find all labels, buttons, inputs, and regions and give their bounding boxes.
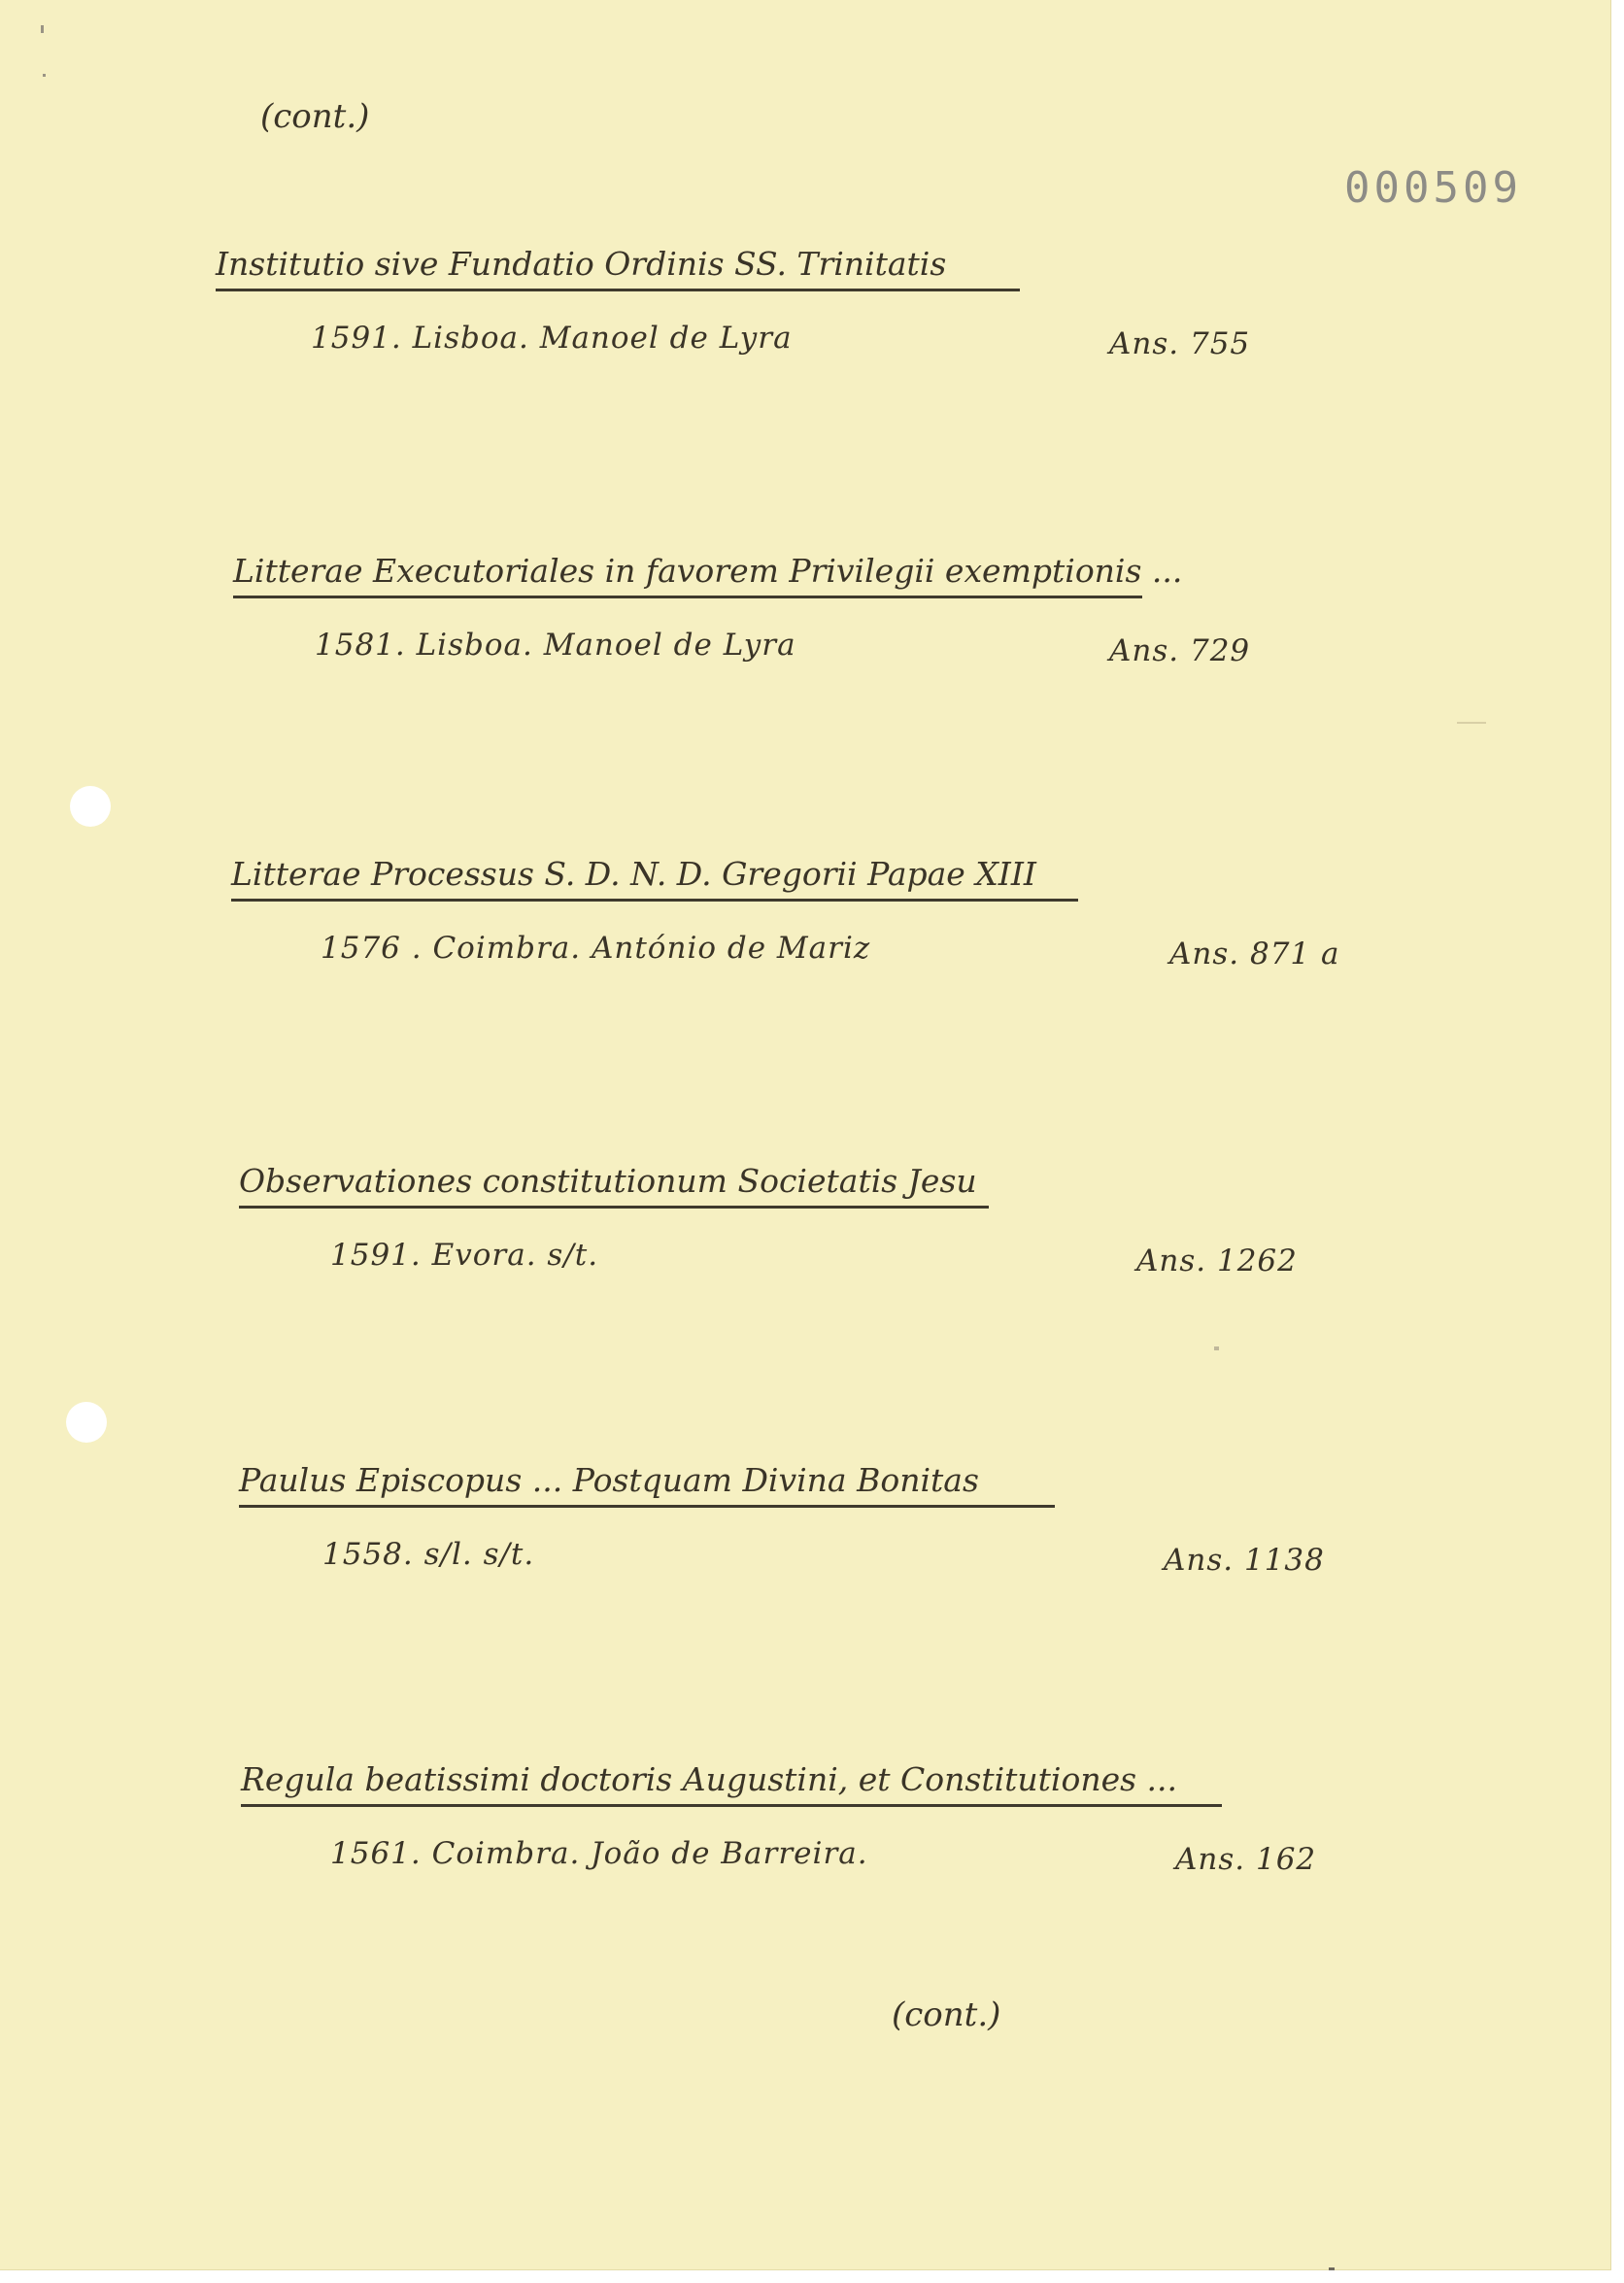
- paper-mark: [1214, 1346, 1219, 1350]
- paper-mark: [43, 74, 46, 77]
- paper-mark: [41, 25, 44, 33]
- catalog-entry: [0, 552, 1554, 707]
- entry-title: Regula beatissimi doctoris Augustini, et Constitutiones ...: [241, 1760, 1222, 1807]
- punch-hole: [70, 786, 111, 827]
- entry-imprint: 1558. s/l. s/t.: [322, 1537, 535, 1572]
- paper-mark: [1457, 722, 1486, 724]
- entry-shelfmark: Ans. 729: [1109, 633, 1251, 668]
- catalog-entry: [0, 855, 1554, 1010]
- entry-shelfmark: Ans. 162: [1175, 1842, 1317, 1877]
- entry-title: Litterae Executoriales in favorem Privilegii exemptionis ...: [233, 552, 1142, 598]
- catalog-entry: [0, 1162, 1554, 1317]
- entry-imprint: 1591. Lisboa. Manoel de Lyra: [311, 321, 793, 356]
- entry-shelfmark: Ans. 1262: [1136, 1244, 1298, 1278]
- punch-hole: [66, 1402, 107, 1443]
- entry-shelfmark: Ans. 1138: [1164, 1543, 1325, 1578]
- continued-note-bottom: (cont.): [892, 1995, 1001, 2034]
- catalog-entry: [0, 1760, 1554, 1916]
- catalog-entry: [0, 245, 1554, 400]
- paper-mark: [1329, 2267, 1335, 2270]
- entry-title: Paulus Episcopus ... Postquam Divina Bonitas: [239, 1461, 1055, 1508]
- entry-shelfmark: Ans. 871 a: [1169, 937, 1340, 971]
- continued-note-top: (cont.): [260, 97, 370, 136]
- entry-imprint: 1576 . Coimbra. António de Mariz: [321, 931, 871, 966]
- catalog-entry: [0, 1461, 1554, 1617]
- entry-title: Institutio sive Fundatio Ordinis SS. Trinitatis: [216, 245, 1020, 291]
- entry-imprint: 1581. Lisboa. Manoel de Lyra: [315, 628, 796, 663]
- entry-imprint: 1591. Evora. s/t.: [330, 1238, 599, 1273]
- sheet-number-stamp: 000509: [1344, 163, 1522, 213]
- entry-title: Observationes constitutionum Societatis Jesu: [239, 1162, 989, 1209]
- entry-imprint: 1561. Coimbra. João de Barreira.: [330, 1836, 868, 1871]
- entry-title: Litterae Processus S. D. N. D. Gregorii Papae XIII: [231, 855, 1078, 902]
- entry-shelfmark: Ans. 755: [1109, 326, 1251, 361]
